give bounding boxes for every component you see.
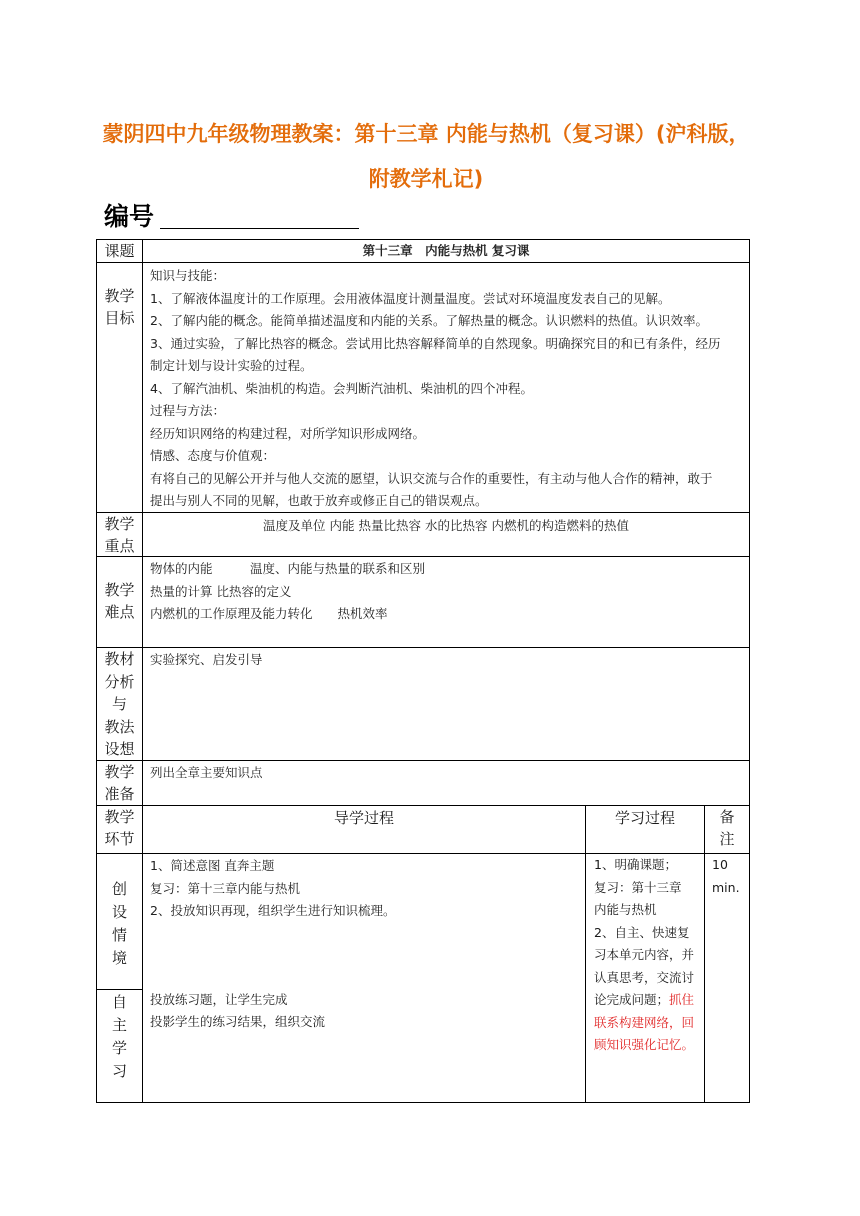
guide-header-cell xyxy=(142,805,586,854)
note-cell xyxy=(704,853,750,1103)
objectives-line: 4、了解汽油机、柴油机的构造。会判断汽油机、柴油机的四个冲程。 xyxy=(150,380,533,396)
analysis-label-line: 教法 xyxy=(104,717,135,736)
scenario-guide-line: 复习：第十三章内能与热机 xyxy=(150,880,301,896)
learning-process-highlight: 联系构建网络，回 xyxy=(594,1014,695,1030)
objectives-line: 制定计划与设计实验的过程。 xyxy=(150,358,313,373)
key-points-content-cell xyxy=(142,512,750,557)
scenario-label-line: 创 xyxy=(111,880,127,898)
scenario-label-cell xyxy=(96,853,143,990)
difficulties-line: 内燃机的工作原理及能力转化 热机效率 xyxy=(150,606,388,621)
self-study-label-line: 自 xyxy=(111,993,127,1011)
analysis-label-line: 设想 xyxy=(104,740,135,758)
learning-process-line: 内能与热机 xyxy=(594,902,657,917)
objectives-content-cell xyxy=(142,262,750,513)
analysis-value: 实验探究、启发引导 xyxy=(150,652,263,667)
learning-process-line: 复习：第十三章 xyxy=(594,879,682,895)
serial-number-label: 编号 xyxy=(104,202,155,231)
objectives-line: 提出与别人不同的见解，也敢于放弃或修正自己的错误观点。 xyxy=(150,493,488,508)
step-header-line-1: 教学 xyxy=(104,808,135,826)
objectives-label-line-1: 教学 xyxy=(104,287,135,305)
scenario-label-line: 境 xyxy=(111,949,127,967)
learning-process-highlight: 顾知识强化记忆。 xyxy=(594,1037,695,1052)
preparation-label-line-2: 准备 xyxy=(104,785,135,803)
topic-label: 课题 xyxy=(104,242,135,260)
preparation-label-line-1: 教学 xyxy=(104,763,135,781)
scenario-label-line: 设 xyxy=(111,903,127,921)
learn-header-cell xyxy=(585,805,705,854)
objectives-line: 1、了解液体温度计的工作原理。会用液体温度计测量温度。尝试对环境温度发表自己的见解。 xyxy=(150,290,671,306)
analysis-label-line: 分析 xyxy=(104,672,135,691)
key-points-label-line-1: 教学 xyxy=(104,515,135,533)
objectives-label-cell xyxy=(96,262,143,513)
scenario-label-line: 情 xyxy=(111,926,127,944)
difficulties-content-cell xyxy=(142,556,750,648)
analysis-content-cell xyxy=(142,647,750,761)
preparation-value: 列出全章主要知识点 xyxy=(150,765,263,780)
objectives-line: 知识与技能： xyxy=(150,268,226,283)
difficulties-line: 热量的计算 比热容的定义 xyxy=(150,583,292,599)
analysis-label-line: 与 xyxy=(111,695,127,713)
note-header-line-2: 注 xyxy=(719,830,735,848)
key-points-label-line-2: 重点 xyxy=(104,537,135,555)
document-title: 蒙阴四中九年级物理教案：第十三章 内能与热机（复习课）(沪科版，附教学札记) xyxy=(102,122,750,191)
analysis-label-line: 教材 xyxy=(104,650,135,668)
self-study-label-cell xyxy=(96,989,143,1103)
note-line-2: min. xyxy=(712,879,740,895)
difficulties-label-line-1: 教学 xyxy=(104,581,135,599)
self-study-guide-line: 投放练习题，让学生完成 xyxy=(150,991,288,1007)
learning-process-line: 1、明确课题； xyxy=(594,857,677,872)
scenario-guide-line: 1、简述意图 直奔主题 xyxy=(150,858,275,873)
key-points-label-cell xyxy=(96,512,143,557)
preparation-content-cell xyxy=(142,760,750,806)
learning-process-line: 论完成问题； xyxy=(594,992,670,1007)
step-header-line-2: 环节 xyxy=(104,830,135,848)
preparation-label-cell xyxy=(96,760,143,806)
self-study-label-line: 学 xyxy=(111,1039,127,1057)
self-study-guide-line: 投影学生的练习结果，组织交流 xyxy=(150,1014,326,1029)
self-study-label-line: 习 xyxy=(111,1062,127,1080)
learning-process-cell xyxy=(585,853,705,1103)
objectives-line: 经历知识网络的构建过程，对所学知识形成网络。 xyxy=(150,425,426,441)
topic-value-cell xyxy=(142,239,750,263)
key-points-value: 温度及单位 内能 热量比热容 水的比热容 内燃机的构造燃料的热值 xyxy=(263,518,629,533)
analysis-label-cell xyxy=(96,647,143,761)
topic-value: 第十三章 内能与热机 复习课 xyxy=(362,243,530,258)
objectives-line: 情感、态度与价值观： xyxy=(150,448,276,463)
learning-process-highlight: 抓住 xyxy=(669,992,695,1007)
self-study-label-line: 主 xyxy=(111,1016,127,1034)
step-header-cell xyxy=(96,805,143,854)
difficulties-label-cell xyxy=(96,556,143,648)
note-line-1: 10 xyxy=(712,857,728,872)
learning-process-line: 2、自主、快速复 xyxy=(594,924,690,940)
note-header-cell xyxy=(704,805,750,854)
learning-process-line: 习本单元内容，并 xyxy=(594,947,695,962)
objectives-line: 2、了解内能的概念。能简单描述温度和内能的关系。了解热量的概念。认识燃料的热值。认识效率。 xyxy=(150,313,708,328)
serial-number-blank xyxy=(160,228,359,229)
guide-header: 导学过程 xyxy=(333,809,394,827)
difficulties-line: 物体的内能 温度、内能与热量的联系和区别 xyxy=(150,561,426,576)
learn-header: 学习过程 xyxy=(614,809,675,827)
note-header-line-1: 备 xyxy=(719,808,735,826)
objectives-line: 过程与方法： xyxy=(150,403,226,418)
objectives-label-line-2: 目标 xyxy=(104,309,135,327)
scenario-guide-line: 2、投放知识再现，组织学生进行知识梳理。 xyxy=(150,903,396,918)
difficulties-label-line-2: 难点 xyxy=(104,603,135,621)
topic-label-cell xyxy=(96,239,143,263)
objectives-line: 有将自己的见解公开并与他人交流的愿望，认识交流与合作的重要性，有主动与他人合作的精神，敢于 xyxy=(150,470,713,486)
objectives-line: 3、通过实验，了解比热容的概念。尝试用比热容解释简单的自然现象。明确探究目的和已有条件，经历 xyxy=(150,335,721,351)
learning-process-line: 认真思考，交流讨 xyxy=(594,969,695,985)
guide-process-cell xyxy=(142,853,586,1103)
